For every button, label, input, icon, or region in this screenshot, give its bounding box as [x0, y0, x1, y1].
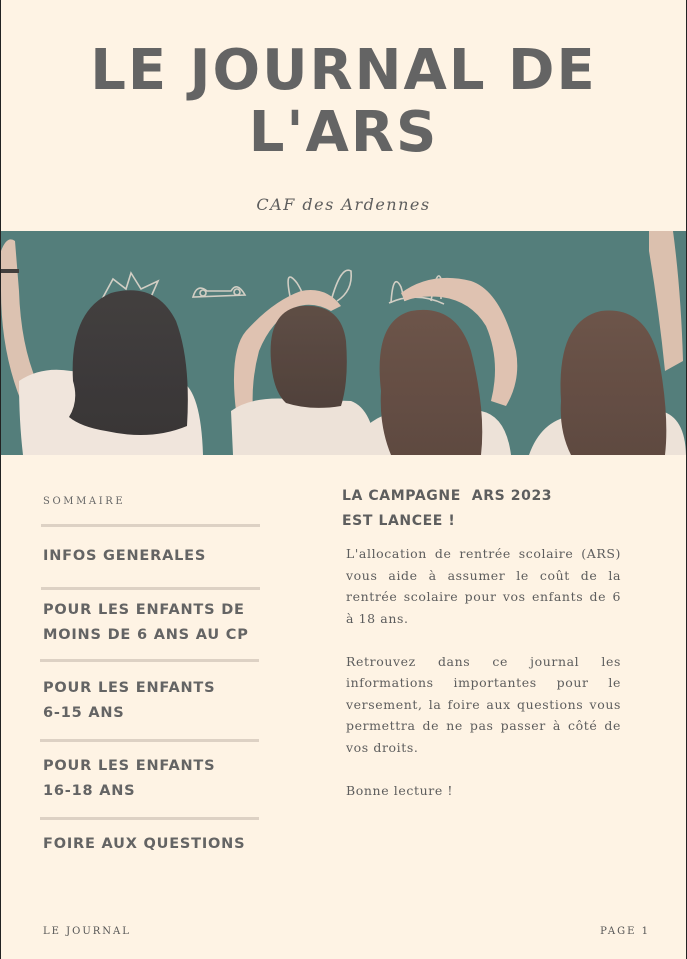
- page-subtitle: CAF des Ardennes: [256, 195, 431, 214]
- toc-item-label-line-1: POUR LES ENFANTS DE: [43, 602, 245, 618]
- toc-item-label-line-2: 6-15 ANS: [43, 705, 125, 721]
- toc-item-infos-generales[interactable]: [43, 544, 273, 569]
- toc-item-16-18-ans[interactable]: [43, 754, 273, 804]
- article-body: [346, 543, 621, 801]
- journal-page: [1, 0, 686, 959]
- toc-heading: SOMMAIRE: [43, 496, 126, 507]
- toc-item-label: FOIRE AUX QUESTIONS: [43, 836, 246, 852]
- toc-divider: [40, 659, 259, 662]
- toc-item-label: INFOS GENERALES: [43, 548, 207, 564]
- article: [342, 484, 622, 823]
- toc-item-label-line-2: 16-18 ANS: [43, 783, 136, 799]
- article-paragraph: L'allocation de rentrée scolaire (ARS) vous aide à assumer le coût de la rentrée scolaire pour vos enfants de 6 à 18 ans.: [346, 546, 621, 626]
- footer-page-number: PAGE 1: [600, 926, 650, 937]
- toc-item-moins-de-6-ans[interactable]: [43, 598, 273, 648]
- article-title: [342, 484, 592, 534]
- chalkboard-photo: [1, 231, 686, 455]
- toc-divider: [40, 739, 259, 742]
- article-paragraph: Retrouvez dans ce journal les informations importantes pour le versement, la foire aux questions vous permettra de ne pas passer à côté de vos droits.: [346, 653, 621, 755]
- article-title-line-2: EST LANCEE !: [342, 513, 456, 529]
- toc-item-foire-aux-questions[interactable]: [43, 832, 273, 857]
- title-line-1: LE JOURNAL DE: [90, 38, 597, 103]
- toc-divider: [41, 524, 260, 527]
- toc-item-label-line-2: MOINS DE 6 ANS AU CP: [43, 627, 249, 643]
- hero-image: [1, 231, 686, 455]
- toc-divider: [41, 587, 260, 590]
- footer-journal-label: LE JOURNAL: [43, 926, 131, 937]
- title-line-2: L'ARS: [248, 100, 439, 165]
- page-title: [1, 40, 686, 164]
- toc-item-label-line-1: POUR LES ENFANTS: [43, 758, 216, 774]
- article-title-line-1: LA CAMPAGNE ARS 2023: [342, 488, 553, 504]
- article-paragraph: Bonne lecture !: [346, 782, 454, 798]
- toc-item-6-15-ans[interactable]: [43, 676, 273, 726]
- toc-divider: [40, 817, 259, 820]
- toc-item-label-line-1: POUR LES ENFANTS: [43, 680, 216, 696]
